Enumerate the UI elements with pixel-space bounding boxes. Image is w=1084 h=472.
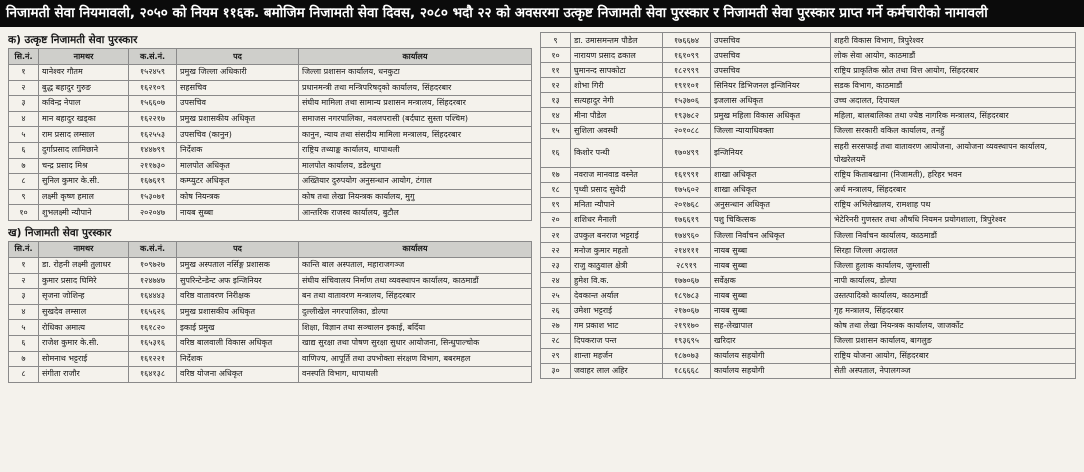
cell-employee-id: २१४१११ <box>663 243 711 258</box>
cell-office: कानुन, न्याय तथा संसदीय मामिला मन्त्रालय, सिंहदरबार <box>299 127 532 143</box>
cell-name: देवकान्त अर्याल <box>571 288 663 303</box>
cell-serial: ९ <box>541 33 571 48</box>
table-row <box>9 320 532 336</box>
cell-office: दुल्लीखेल नगरपालिका, डोल्पा <box>299 304 532 320</box>
table-row <box>541 212 1076 227</box>
table-row <box>541 78 1076 93</box>
cell-employee-id: १४४७९९ <box>129 142 177 158</box>
cell-name: लक्ष्मी कृष्ण हमाल <box>39 189 129 205</box>
table-row <box>541 363 1076 378</box>
table-row <box>541 228 1076 243</box>
cell-name: सुनिल कुमार के.सी. <box>39 174 129 190</box>
cell-office: कोष तथा लेखा नियन्त्रक कार्यालय, जाजर्कोट <box>831 318 1076 333</box>
cell-name: यानेश्वर गौतम <box>39 65 129 81</box>
cell-position: उपसचिव (कानुन) <box>177 127 299 143</box>
cell-name: मनोज कुमार महतो <box>571 243 663 258</box>
cell-name: हुमेश वि.क. <box>571 273 663 288</box>
cell-serial: १९ <box>541 197 571 212</box>
table-row <box>9 257 532 273</box>
cell-office: जिल्ला हुलाक कार्यालय, जुम्लासी <box>831 258 1076 273</box>
cell-serial: ५ <box>9 127 39 143</box>
column-header-office: कार्यालय <box>299 241 532 257</box>
cell-position: कम्प्युटर अधिकृत <box>177 174 299 190</box>
cell-name: शान्ता महर्जन <box>571 348 663 363</box>
column-header-serial: सि.नं. <box>9 241 39 257</box>
cell-name: गम प्रकाश भाट <box>571 318 663 333</box>
cell-employee-id: १२४७४७ <box>129 273 177 289</box>
cell-position: नायब सुब्बा <box>177 205 299 221</box>
cell-serial: १५ <box>541 123 571 138</box>
cell-serial: ६ <box>9 335 39 351</box>
cell-serial: ७ <box>9 351 39 367</box>
cell-position: नायब सुब्बा <box>711 243 831 258</box>
cell-employee-id: १८९७८३ <box>663 288 711 303</box>
table-row <box>541 258 1076 273</box>
cell-employee-id: १५२४५९ <box>129 65 177 81</box>
cell-office: गृह मन्त्रालय, सिंहदरबार <box>831 303 1076 318</box>
cell-name: राजु काठुवाल क्षेत्री <box>571 258 663 273</box>
cell-name: जवाहर लाल अहिर <box>571 363 663 378</box>
cell-employee-id: २१७०६७ <box>663 303 711 318</box>
cell-name: शुभलक्ष्मी न्यौपाने <box>39 205 129 221</box>
cell-employee-id: १७४९६० <box>663 228 711 243</box>
table-row <box>541 182 1076 197</box>
cell-name: सुखदेव लम्साल <box>39 304 129 320</box>
cell-name: संगीता राजौर <box>39 367 129 383</box>
cell-name: सोमनाथ भट्टराई <box>39 351 129 367</box>
cell-name: सृजना जोशिन्ह <box>39 289 129 305</box>
cell-position: कार्यालय सहयोगी <box>711 363 831 378</box>
cell-name: कुमार प्रसाद घिमिरे <box>39 273 129 289</box>
cell-serial: २१ <box>541 228 571 243</box>
cell-serial: ८ <box>9 367 39 383</box>
cell-name: उपकुल बनराज भट्टराई <box>571 228 663 243</box>
cell-employee-id: १६२२१७ <box>129 111 177 127</box>
cell-position: इन्जिनियर <box>711 138 831 167</box>
cell-position: इजलास अधिकृत <box>711 93 831 108</box>
cell-position: प्रमुख प्रशासकीय अधिकृत <box>177 304 299 320</box>
cell-office: कान्ति बाल अस्पताल, महाराजगञ्ज <box>299 257 532 273</box>
cell-serial: ७ <box>9 158 39 174</box>
cell-serial: ५ <box>9 320 39 336</box>
section-a-title: क) उत्कृष्ट निजामती सेवा पुरस्कार <box>8 34 138 46</box>
cell-office: सिरहा जिल्ला अदालत <box>831 243 1076 258</box>
cell-serial: २ <box>9 80 39 96</box>
cell-office: अख्तियार दुरुपयोग अनुसन्धान आयोग, टंगाल <box>299 174 532 190</box>
cell-serial: १ <box>9 65 39 81</box>
cell-employee-id: २११७३० <box>129 158 177 174</box>
cell-office: भेटेरिनरी गुणस्तर तथा औषधि नियमन प्रयोगशाला, त्रिपुरेश्वर <box>831 212 1076 227</box>
cell-name: चन्द्र प्रसाद मिश्र <box>39 158 129 174</box>
cell-name: दुर्गाप्रसाद लामिछाने <box>39 142 129 158</box>
cell-position: सिनियर डिभिजनल इन्जिनियर <box>711 78 831 93</box>
cell-name: शशिधर मैनाली <box>571 212 663 227</box>
table-row <box>9 189 532 205</box>
cell-position: जिल्ला निर्वाचन अधिकृत <box>711 228 831 243</box>
cell-position: इकाई प्रमुख <box>177 320 299 336</box>
cell-employee-id: २१९१७० <box>663 318 711 333</box>
table-row <box>541 138 1076 167</box>
cell-position: पशु चिकित्सक <box>711 212 831 227</box>
table-row <box>541 333 1076 348</box>
cell-employee-id: १९३६९५ <box>663 333 711 348</box>
cell-office: बन तथा वातावरण मन्त्रालय, सिंहदरबार <box>299 289 532 305</box>
cell-serial: २३ <box>541 258 571 273</box>
cell-office: जिल्ला निर्वाचन कार्यालय, काठमाडौं <box>831 228 1076 243</box>
table-row <box>9 273 532 289</box>
cell-employee-id: १६१०९९ <box>663 48 711 63</box>
cell-position: निर्देशक <box>177 351 299 367</box>
cell-office: राष्ट्रिय योजना आयोग, सिंहदरबार <box>831 348 1076 363</box>
table-row <box>541 93 1076 108</box>
table-row <box>9 96 532 112</box>
cell-serial: १४ <box>541 108 571 123</box>
cell-office: जिल्ला प्रशासन कार्यालय, धनकुटा <box>299 65 532 81</box>
table-row <box>541 63 1076 78</box>
cell-name: राजेश कुमार के.सी. <box>39 335 129 351</box>
cell-employee-id: १६१२२१ <box>129 351 177 367</box>
cell-position: वरिष्ठ वातावरण निरीक्षक <box>177 289 299 305</box>
cell-position: कार्यालय सहयोगी <box>711 348 831 363</box>
cell-position: सहसचिव <box>177 80 299 96</box>
cell-serial: २९ <box>541 348 571 363</box>
table-header-row <box>9 241 532 257</box>
cell-position: वरिष्ठ बालवाली विकास अधिकृत <box>177 335 299 351</box>
cell-name: कविन्द्र नेपाल <box>39 96 129 112</box>
cell-name: दिपकराज पन्त <box>571 333 663 348</box>
section-b-body <box>9 257 532 382</box>
cell-name: नवराज मानवाड वस्नेत <box>571 167 663 182</box>
table-row <box>541 108 1076 123</box>
cell-employee-id: १६७६१९ <box>129 174 177 190</box>
table-row <box>541 33 1076 48</box>
cell-name: रोधिका अमात्य <box>39 320 129 336</box>
table-row <box>541 167 1076 182</box>
cell-employee-id: १६४१३८ <box>129 367 177 383</box>
cell-employee-id: २०१७६८ <box>663 197 711 212</box>
cell-office: प्रधानमन्त्री तथा मन्त्रिपरिषद्को कार्यालय, सिंहदरबार <box>299 80 532 96</box>
cell-employee-id: १७०४९९ <box>663 138 711 167</box>
section-a-body <box>9 65 532 221</box>
table-row <box>541 288 1076 303</box>
cell-employee-id: १७६६१९ <box>663 212 711 227</box>
cell-position: प्रमुख महिला विकास अधिकृत <box>711 108 831 123</box>
section-a-table <box>8 48 532 221</box>
cell-office: शहरी विकास विभाग, त्रिपुरेश्वर <box>831 33 1076 48</box>
cell-serial: १८ <box>541 182 571 197</box>
column-header-name: नामथर <box>39 241 129 257</box>
table-row <box>9 80 532 96</box>
table-row <box>541 48 1076 63</box>
cell-office: राष्ट्रिय प्राकृतिक स्रोत तथा वित्त आयोग, सिंहदरबार <box>831 63 1076 78</box>
cell-name: मनिता न्यौपाने <box>571 197 663 212</box>
table-row <box>9 304 532 320</box>
cell-serial: ३ <box>9 289 39 305</box>
table-row <box>9 127 532 143</box>
cell-serial: १६ <box>541 138 571 167</box>
cell-employee-id: १५६६०७ <box>129 96 177 112</box>
cell-position: नायब सुब्बा <box>711 303 831 318</box>
cell-position: नायब सुब्बा <box>711 258 831 273</box>
table-row <box>541 318 1076 333</box>
column-header-serial: सि.नं. <box>9 49 39 65</box>
cell-office: वाणिज्य, आपूर्ति तथा उपभोक्ता संरक्षण विभाग, बबरमहल <box>299 351 532 367</box>
cell-employee-id: १५३७०६ <box>663 93 711 108</box>
cell-serial: ३ <box>9 96 39 112</box>
cell-serial: २२ <box>541 243 571 258</box>
table-row <box>541 243 1076 258</box>
cell-serial: ४ <box>9 304 39 320</box>
table-row <box>9 142 532 158</box>
cell-employee-id: १९११०१ <box>663 78 711 93</box>
table-row <box>9 351 532 367</box>
cell-employee-id: १७६६७४ <box>663 33 711 48</box>
table-row <box>541 197 1076 212</box>
cell-serial: १२ <box>541 78 571 93</box>
cell-employee-id: १६४४४३ <box>129 289 177 305</box>
cell-serial: ८ <box>9 174 39 190</box>
cell-name: सत्यहादुर नेगी <box>571 93 663 108</box>
cell-employee-id: १८७०७३ <box>663 348 711 363</box>
cell-serial: १३ <box>541 93 571 108</box>
cell-office: शिक्षा, विज्ञान तथा सञ्चालन इकाई, बर्दिया <box>299 320 532 336</box>
cell-office: सहरी सरसफाई तथा वातावरण आयोजना, आयोजना व्यवस्थापन कार्यालय, पोखरेलयमें <box>831 138 1076 167</box>
cell-position: मालपोत अधिकृत <box>177 158 299 174</box>
column-header-position: पद <box>177 49 299 65</box>
cell-employee-id: १६५३१६ <box>129 335 177 351</box>
cell-name: किशोर पन्थी <box>571 138 663 167</box>
table-row <box>9 289 532 305</box>
cell-name: डा. उमासमन्तम पौडेल <box>571 33 663 48</box>
cell-position: जिल्ला न्यायाधिवक्ता <box>711 123 831 138</box>
cell-position: वरिष्ठ योजना अधिकृत <box>177 367 299 383</box>
cell-employee-id: १६१९९१ <box>663 167 711 182</box>
cell-serial: २ <box>9 273 39 289</box>
cell-office: वनस्पति विभाग, थापाथली <box>299 367 532 383</box>
right-column <box>540 32 1076 379</box>
cell-employee-id: २०२०४७ <box>129 205 177 221</box>
cell-position: सुपरिन्टेन्डेन्ट अफ इन्जिनियर <box>177 273 299 289</box>
cell-office: राष्ट्रिय तथ्याङ्क कार्यालय, थापाथली <box>299 142 532 158</box>
cell-employee-id: १६१८२० <box>129 320 177 336</box>
section-b-table <box>8 241 532 383</box>
cell-name: शोभा गिरी <box>571 78 663 93</box>
section-b-continued-body <box>541 33 1076 379</box>
table-header-row <box>9 49 532 65</box>
cell-position: उपसचिव <box>711 33 831 48</box>
table-row <box>9 205 532 221</box>
cell-office: राष्ट्रिय किताबखाना (निजामती), हरिहर भवन <box>831 167 1076 182</box>
cell-employee-id: १९३७८२ <box>663 108 711 123</box>
cell-position: प्रमुख जिल्ला अधिकारी <box>177 65 299 81</box>
column-header-name: नामथर <box>39 49 129 65</box>
cell-position: उपसचिव <box>177 96 299 112</box>
cell-name: बुद्ध बहादुर गुरुङ <box>39 80 129 96</box>
cell-office: जिल्ला प्रशासन कार्यालय, बागलुङ <box>831 333 1076 348</box>
table-row <box>541 348 1076 363</box>
cell-office: सेती अस्पताल, नेपालगञ्ज <box>831 363 1076 378</box>
table-row <box>541 273 1076 288</box>
cell-position: सह-लेखापाल <box>711 318 831 333</box>
table-row <box>9 335 532 351</box>
cell-position: शाखा अधिकृत <box>711 182 831 197</box>
cell-name: पृथ्वी प्रसाद सुवेदी <box>571 182 663 197</box>
section-b-continued-table <box>540 32 1076 379</box>
cell-employee-id: १८२९९९ <box>663 63 711 78</box>
cell-position: उपसचिव <box>711 48 831 63</box>
column-header-position: पद <box>177 241 299 257</box>
cell-employee-id: १६५६२६ <box>129 304 177 320</box>
cell-serial: ४ <box>9 111 39 127</box>
cell-office: संघीय संचिवालय निर्माण तथा व्यवस्थापन कार्यालय, काठमाडौं <box>299 273 532 289</box>
document-title-banner: निजामती सेवा नियमावली, २०५० को नियम ११६क. बमोजिम निजामती सेवा दिवस, २०८० भदौ २२ को अवसरमा उत्कृष्ट निजामती सेवा पुरस्कार र निजामती सेवा पुरस्कार प्राप्त गर्ने कर्मचारीको नामावली <box>0 0 1084 27</box>
cell-serial: २० <box>541 212 571 227</box>
column-header-employee-id: क.सं.नं. <box>129 49 177 65</box>
table-row <box>9 158 532 174</box>
table-row <box>541 123 1076 138</box>
cell-serial: २८ <box>541 333 571 348</box>
cell-serial: १ <box>9 257 39 273</box>
cell-office: समाजस नगरपालिका, नवलपरासी (बर्दघाट सुस्ता पश्चिम) <box>299 111 532 127</box>
cell-name: मीना पौडेल <box>571 108 663 123</box>
cell-position: नायब सुब्बा <box>711 288 831 303</box>
cell-office: अर्थ मन्त्रालय, सिंहदरबार <box>831 182 1076 197</box>
cell-office: जिल्ला सरकारी वकिल कार्यालय, तनहुँ <box>831 123 1076 138</box>
table-row <box>9 367 532 383</box>
cell-employee-id: १०९७२७ <box>129 257 177 273</box>
cell-position: निर्देशक <box>177 142 299 158</box>
table-row <box>9 111 532 127</box>
cell-position: प्रमुख अस्पताल नर्सिङ्ग प्रशासक <box>177 257 299 273</box>
cell-serial: ९ <box>9 189 39 205</box>
cell-serial: २४ <box>541 273 571 288</box>
cell-office: उच्च अदालत, दिपायल <box>831 93 1076 108</box>
cell-serial: २६ <box>541 303 571 318</box>
cell-employee-id: १७७०६७ <box>663 273 711 288</box>
cell-name: डा. रोहनी लक्ष्मी तुलाधर <box>39 257 129 273</box>
cell-name: राम प्रसाद लम्साल <box>39 127 129 143</box>
section-b-title: ख) निजामती सेवा पुरस्कार <box>8 226 112 239</box>
cell-serial: ६ <box>9 142 39 158</box>
cell-name: मान बहादुर खड्का <box>39 111 129 127</box>
cell-office: आन्तरिक राजस्व कार्यालय, बुटौल <box>299 205 532 221</box>
table-row <box>9 174 532 190</box>
cell-office: लोक सेवा आयोग, काठमाडौं <box>831 48 1076 63</box>
cell-employee-id: २०१०८८ <box>663 123 711 138</box>
cell-name: नारायण प्रसाद ढकाल <box>571 48 663 63</box>
cell-employee-id: १६२५५३ <box>129 127 177 143</box>
cell-serial: ३० <box>541 363 571 378</box>
cell-position: कोष नियन्त्रक <box>177 189 299 205</box>
cell-position: शाखा अधिकृत <box>711 167 831 182</box>
cell-serial: २५ <box>541 288 571 303</box>
table-row <box>541 303 1076 318</box>
cell-position: सर्वेक्षक <box>711 273 831 288</box>
cell-employee-id: १७५६०२ <box>663 182 711 197</box>
cell-employee-id: १५३०७१ <box>129 189 177 205</box>
cell-serial: १७ <box>541 167 571 182</box>
cell-name: सुशिला अवस्थी <box>571 123 663 138</box>
cell-office: मालपोत कार्यालय, डडेल्धुरा <box>299 158 532 174</box>
cell-office: महिला, बालबालिका तथा ज्येष्ठ नागरिक मन्त्रालय, सिंहदरबार <box>831 108 1076 123</box>
cell-employee-id: १६२१०९ <box>129 80 177 96</box>
cell-office: नापी कार्यालय, डोल्पा <box>831 273 1076 288</box>
cell-position: अनुसन्धान अधिकृत <box>711 197 831 212</box>
cell-employee-id: २८९१९ <box>663 258 711 273</box>
cell-serial: ११ <box>541 63 571 78</box>
cell-position: खरिदार <box>711 333 831 348</box>
cell-office: उस्तत्पादिको कार्यालय, काठमाडौं <box>831 288 1076 303</box>
column-header-employee-id: क.सं.नं. <box>129 241 177 257</box>
cell-serial: १० <box>541 48 571 63</box>
left-column <box>8 32 532 383</box>
cell-office: कोष तथा लेखा नियन्त्रक कार्यालय, मुगु <box>299 189 532 205</box>
cell-serial: २७ <box>541 318 571 333</box>
column-header-office: कार्यालय <box>299 49 532 65</box>
cell-office: खाद्य सुरक्षा तथा पोषण सुरक्षा सुधार आयोजना, सिन्धुपाल्चोक <box>299 335 532 351</box>
cell-employee-id: १८६६६८ <box>663 363 711 378</box>
cell-name: घुमानन्द सापकोटा <box>571 63 663 78</box>
cell-office: सडक विभाग, काठमाडौं <box>831 78 1076 93</box>
table-row <box>9 65 532 81</box>
cell-office: राष्ट्रिय अभिलेखालय, रामशाह पथ <box>831 197 1076 212</box>
cell-name: उमेशा भट्टराई <box>571 303 663 318</box>
cell-serial: १० <box>9 205 39 221</box>
cell-position: प्रमुख प्रशासकीय अधिकृत <box>177 111 299 127</box>
cell-office: संघीय मामिला तथा सामान्य प्रशासन मन्त्रालय, सिंहदरबार <box>299 96 532 112</box>
cell-position: उपसचिव <box>711 63 831 78</box>
